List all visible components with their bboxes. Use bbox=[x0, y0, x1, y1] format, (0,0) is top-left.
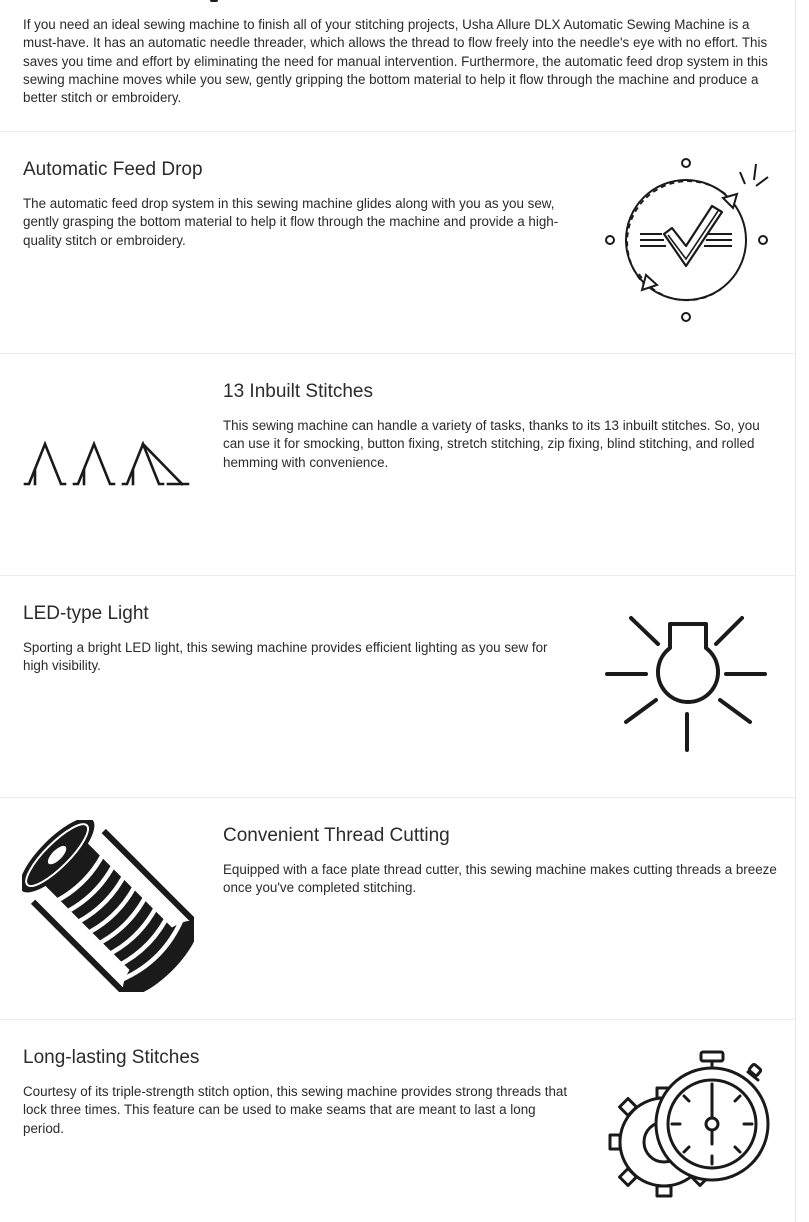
feature-title: Automatic Feed Drop bbox=[23, 159, 203, 180]
cut-off-heading-glyph bbox=[210, 0, 218, 2]
feature-description: The automatic feed drop system in this sewing machine glides along with you as you sew, gently grasping the bottom material to help it flow through the machine and provide a high-quality stitch or embroidery. bbox=[23, 196, 559, 248]
feature-title: LED-type Light bbox=[23, 603, 149, 624]
intro-paragraph: If you need an ideal sewing machine to finish all of your stitching projects, Usha Allure DLX Automatic Sewing Machine is a must-have. It has an automatic needle threader, which allows the thread to flow freely into the needle's eye with no effort. This saves you time and effort by eliminating the need for manual intervention. Furthermore, the automatic feed drop system in this sewing machine moves while you sew, gently gripping the bottom material to help it flow through the machine and produce a better stitch or embroidery. bbox=[23, 17, 768, 106]
feature-automatic-feed-drop bbox=[0, 132, 796, 353]
feature-description: Courtesy of its triple-strength stitch option, this sewing machine provides strong threads that lock three times. This feature can be used to make seams that are meant to last a long period. bbox=[23, 1084, 568, 1136]
feature-description: Sporting a bright LED light, this sewing machine provides efficient lighting as you sew for high visibility. bbox=[23, 640, 548, 674]
stopwatch-gear-icon bbox=[602, 1048, 772, 1208]
feature-long-lasting-stitches bbox=[0, 1020, 796, 1222]
feature-description: Equipped with a face plate thread cutter, this sewing machine makes cutting threads a breeze once you've completed stitching. bbox=[223, 862, 777, 896]
feature-13-inbuilt-stitches bbox=[0, 354, 796, 575]
feature-title: Convenient Thread Cutting bbox=[223, 825, 450, 846]
stitch-pattern-icon bbox=[22, 434, 192, 488]
light-bulb-icon bbox=[602, 610, 772, 756]
feature-convenient-thread-cutting bbox=[0, 798, 796, 1019]
feature-led-type-light bbox=[0, 576, 796, 797]
feature-title: Long-lasting Stitches bbox=[23, 1047, 200, 1068]
feature-description: This sewing machine can handle a variety of tasks, thanks to its 13 inbuilt stitches. So, you can use it for smocking, button fixing, stretch stitching, zip fixing, blind stitching, and rolled hemming with convenience. bbox=[223, 418, 760, 470]
feature-title: 13 Inbuilt Stitches bbox=[223, 381, 373, 402]
feed-drop-icon bbox=[600, 154, 775, 324]
thread-spool-icon bbox=[22, 820, 194, 992]
